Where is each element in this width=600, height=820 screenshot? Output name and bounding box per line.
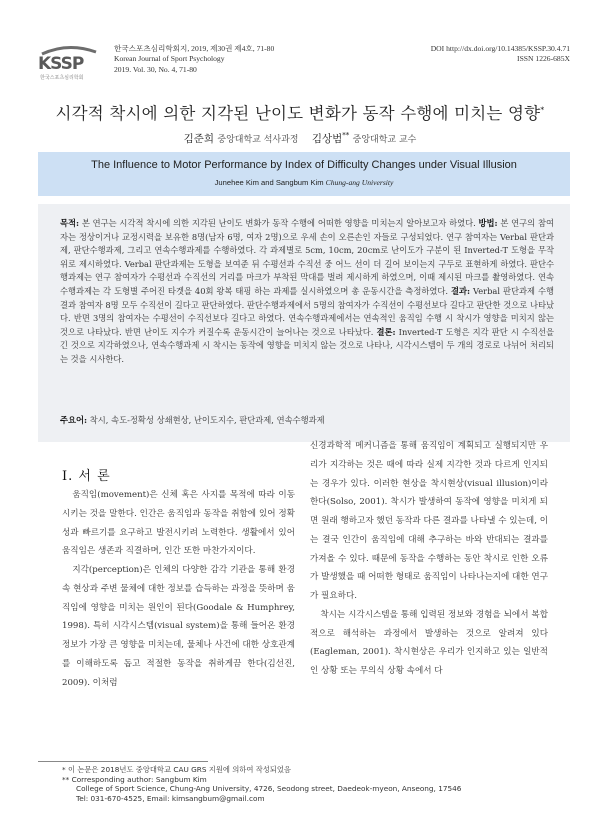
abstract-text: 목적: 본 연구는 시각적 착시에 의한 지각된 난이도 변화가 동작 수행에 어떠한 영향을 미치는지 알아보고자 하였다. 방법: 본 연구의 참여자는 정상이거나 교정시력을 보유한 8명(남자 6명, 여자 2명)으로 우세 손이 오른손인 자들로 구성되었다. 연구 참여자는 Verbal 판단과제, 판단수행과제, 그리고 연속수행과제를 수행하였다. 각 과제별로 5cm, 10cm, 20cm로 난이도가 구분이 된 Inverted-T 도형을 무작위로 제시하였다. Verbal 판단과제는 도형을 보여준 뒤 수평선과 수직선 중 어느 선이 더 길어 보이는지 구두로 표현하게 하였다. 판단수행과제는 연구 참여자가 수평선과 수직선의 거리를 마크가 부착된 막대를 벌려 제시하게 하였으며, 이때 제시된 마크를 촬영하였다. 연속수행과제는 각 도형별 주어진 타겟을 40회 왕복 태핑 하는 과제를 실시하였으며 총 운동시간을 측정하였다. 결과: Verbal 판단과제 수행 결과 참여자 8명 모두 수직선이 길다고 판단하였다. 판단수행과제에서 5명의 참여자가 수직선이 수평선보다 길다고 판단한 것으로 나타났다. 반면 3명의 참여자는 수평선이 수직선보다 길다고 하였다. 연속수행과제에서는 연속적인 움직임 수행 시 착시가 영향을 미치지 않는 것으로 나타났다. 반면 난이도 지수가 커질수록 운동시간이 늘어나는 것으로 나타났다. 결론: Inverted-T 도형은 지각 판단 시 수직선을 긴 것으로 지각하였으나, 연속수행과제 시 착시는 동작에 영향을 미치지 않는 것으로 나타나, 시각시스템이 두 개의 경로로 나뉘어 처리되는 것을 시사한다. xyxy=(60,218,554,364)
footnote-divider xyxy=(38,761,208,762)
journal-en: Korean Journal of Sport Psychology xyxy=(114,54,225,64)
issn: ISSN 1226-685X xyxy=(517,54,570,64)
paragraph: 착시는 시각시스템을 통해 입력된 정보와 경험을 뇌에서 복합적으로 해석하는 과정에서 발생하는 것으로 알려져 있다(Eagleman, 2001). 착시현상은 우리가 인지하고 있는 일반적인 상황 또는 무의식 상황 속에서 다 xyxy=(310,609,548,676)
english-university: Chung-ang University xyxy=(325,178,394,187)
abstract-box xyxy=(38,204,570,442)
paragraph: 지각(perception)은 인체의 다양한 감각 기관을 통해 환경 속 현상과 주변 물체에 대한 정보를 습득하는 과정을 뜻하며 움직임에 영향을 미치는 원인이 된다(Goodale & Humphrey, 1998). 특히 시각시스템(visual system)을 통해 들어온 환경 정보가 가장 큰 영향을 미치는데, 물체나 사건에 대한 상호관계를 이해하도록 돕고 적절한 동작을 취하게끔 한다(김선진, 2009). 이처럼 xyxy=(62,565,295,688)
keywords: 주요어: 착시, 속도-정확성 상쇄현상, 난이도지수, 판단과제, 연속수행과제 xyxy=(60,415,325,425)
paper-title: 시각적 착시에 의한 지각된 난이도 변화가 동작 수행에 미치는 영향* xyxy=(55,104,545,123)
author-line xyxy=(0,131,600,146)
author-1-affiliation: 중앙대학교 석사과정 xyxy=(217,135,299,145)
footnote: * 이 논문은 2018년도 중앙대학교 CAU GRS 지원에 의하여 작성되었음 xyxy=(62,765,291,774)
author-2-mark: ** xyxy=(342,131,350,140)
doi-info xyxy=(431,44,570,65)
journal-header xyxy=(38,40,570,82)
doi: DOI http://dx.doi.org/10.14385/KSSP.30.4.71 xyxy=(430,44,570,53)
journal-volume: 2019. Vol. 30, No. 4, 71-80 xyxy=(114,64,197,74)
footnote: College of Sport Science, Chung-Ang University, 4726, Seodong street, Daedeok-myeon, Anseong, 17546 xyxy=(76,784,462,794)
journal-kr: 한국스포츠심리학회지, 2019, 제30권 제4호, 71-80 xyxy=(114,44,275,53)
footnote: Tel: 031-670-4525, Email: kimsangbum@gmail.com xyxy=(76,794,265,804)
section-heading: I. 서 론 xyxy=(62,469,111,484)
left-column xyxy=(62,486,295,692)
paragraph: 움직임(movement)은 신체 혹은 사지를 목적에 따라 이동시키는 것을 말한다. 인간은 움직임과 동작을 취함에 있어 정확성과 빠르기를 요구하고 발전시키려 노력한다. 생활에서 있어 움직임은 생존과 직결하며, 인간 또한 마찬가지이다. xyxy=(62,490,295,557)
journal-info xyxy=(114,44,274,75)
logo-text: KSSP xyxy=(38,54,84,74)
footnote: ** Corresponding author: Sangbum Kim xyxy=(62,774,207,784)
journal-logo xyxy=(38,40,102,80)
right-column xyxy=(310,437,548,681)
footnotes xyxy=(62,765,461,804)
author-1-name: 김준희 xyxy=(183,133,215,145)
author-2-name: 김상범 xyxy=(311,133,343,145)
logo-subtitle: 한국스포츠심리학회 xyxy=(40,75,84,81)
paragraph: 신경과학적 메커니즘을 통해 움직임이 계획되고 실행되지만 우리가 지각하는 것은 때에 따라 실제 지각한 것과 다르게 인지되는 경우가 있다. 이러한 현상을 착시현상(visual illusion)이라 한다(Solso, 2001). 착시가 발생하여 동작에 영향을 미치게 되면 원래 행하고자 했던 동작과 다른 결과를 나타낼 수 있는데, 이는 결국 인간이 움직임에 대해 추구하는 바와 반대되는 결과를 가져올 수 있다. 때문에 동작을 수행하는 동안 착시로 인한 오류가 발생했을 때 어떠한 형태로 움직임이 나타나는지에 대한 연구가 필요하다. xyxy=(310,441,548,601)
author-2-affiliation: 중앙대학교 교수 xyxy=(352,135,417,145)
english-title-box xyxy=(38,152,570,196)
english-authors: Junehee Kim and Sangbum Kim Chung-ang University xyxy=(214,178,394,187)
title-footnote-mark: * xyxy=(540,105,545,115)
english-title: The Influence to Motor Performance by Index of Difficulty Changes under Visual Illusion xyxy=(91,159,517,171)
